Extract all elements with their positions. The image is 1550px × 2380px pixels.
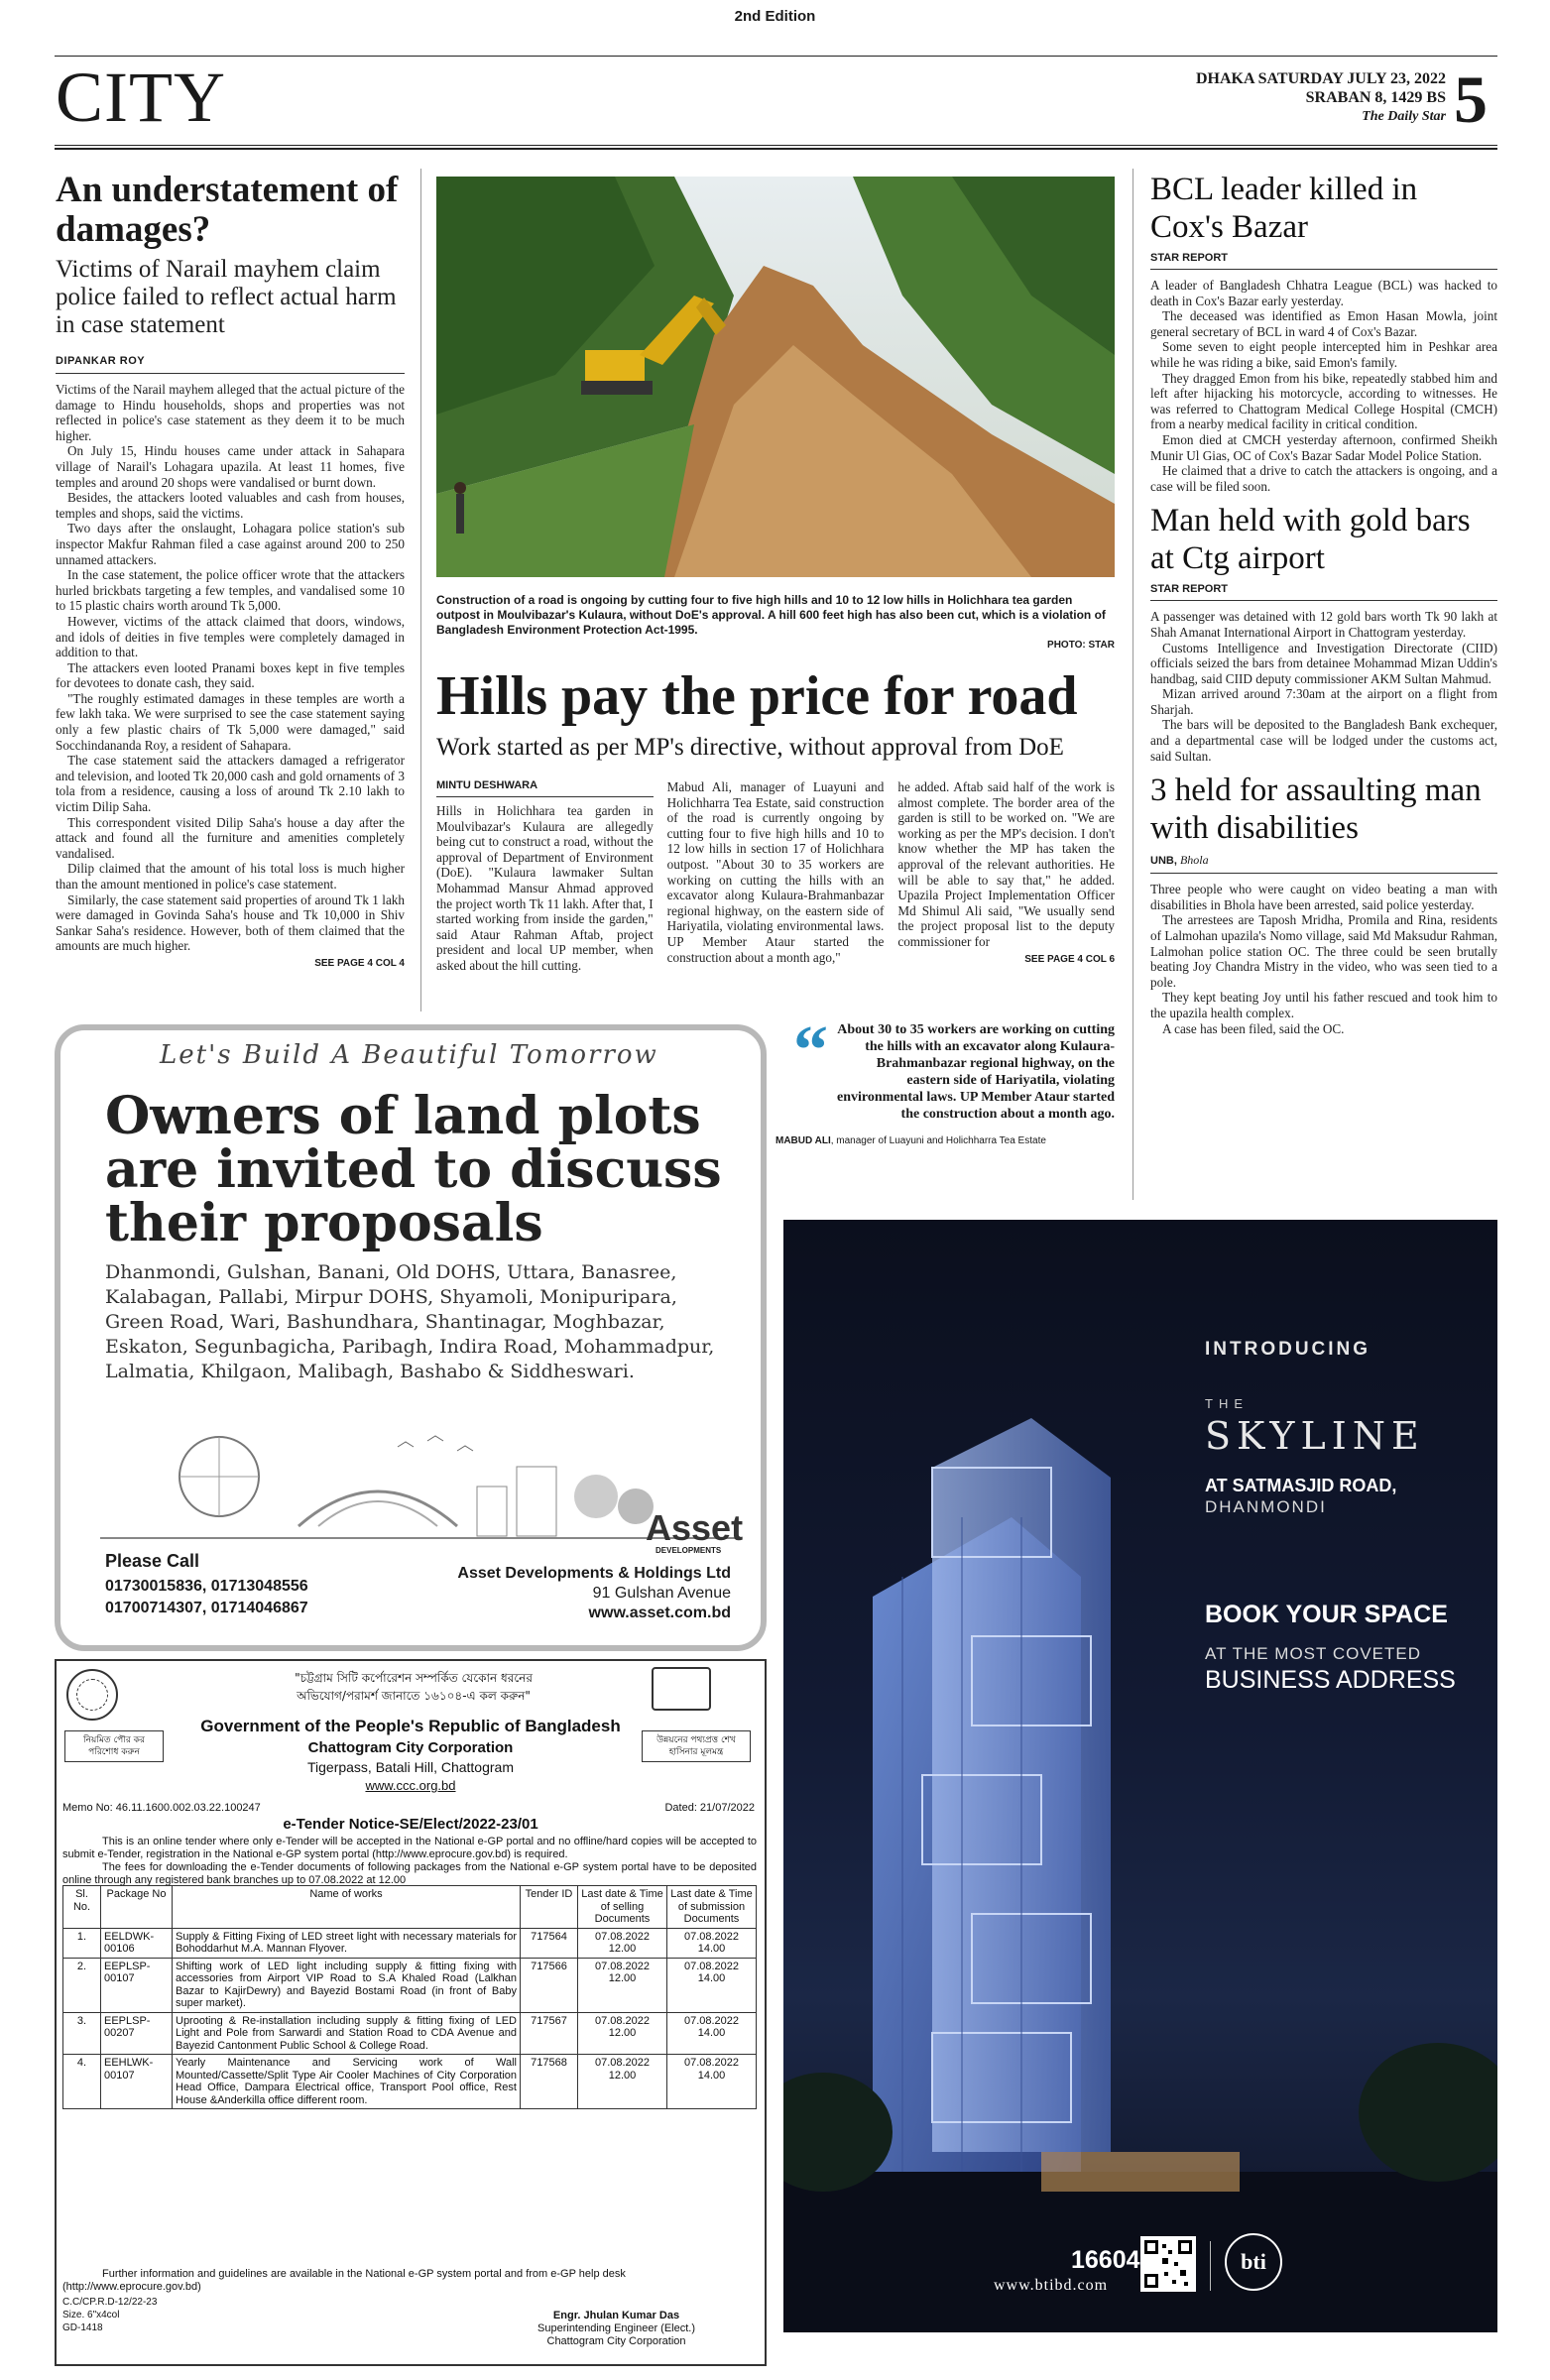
cell: 07.08.2022 14.00 [667, 1958, 757, 2012]
paragraph: They dragged Emon from his bike, repeatedly stabbed him and left after hijacking his motorcycle, according to witnesses. He was referred to Chattogram Medical College Hospital (CMCH) from a nearby medical facility in critical condition. [1150, 370, 1497, 432]
tender-memo: Memo No: 46.11.1600.002.03.22.100247 [62, 1802, 261, 1814]
phone-line[interactable]: 01700714307, 01714046867 [105, 1600, 308, 1616]
tender-table-header [63, 1886, 757, 1929]
paragraph: The attackers even looted Pranami boxes kept in five temples for devotees to donate cash, they said. [56, 659, 405, 691]
qr-code-icon[interactable] [1140, 2236, 1196, 2292]
paragraph: The bars will be deposited to the Bangladesh Bank exchequer, and a departmental case will be lodged under the customs act, said Sultan. [1150, 717, 1497, 764]
article-left-deck: Victims of Narail mayhem claim police failed to reflect actual harm in case statement [56, 256, 397, 338]
tax-notice-box: নিয়মিত পৌর কর পরিশোধ করুন [64, 1730, 164, 1762]
cell: 3. [63, 2012, 101, 2055]
tender-footer: Further information and guidelines are available in the National e-GP system portal and from e-GP help desk (http://www.eprocure.gov.bd) [62, 2268, 626, 2293]
date-line: DHAKA SATURDAY JULY 23, 2022 [1195, 70, 1446, 87]
tender-signature [537, 2310, 695, 2348]
paragraph: The deceased was identified as Emon Hasan Mowla, joint general secretary of BCL in ward 4 of Cox's Bazar. [1150, 308, 1497, 339]
ref-line: Size. 6"x4col [62, 2310, 120, 2320]
col-header: Tender ID [521, 1886, 578, 1929]
cell: Supply & Fitting Fixing of LED street light with necessary materials for Bohoddarhut M.A. Mannan Flyover. [173, 1928, 521, 1958]
paragraph: A leader of Bangladesh Chhatra League (BCL) was hacked to death in Cox's Bazar early yesterday. [1150, 278, 1497, 308]
paragraph: Similarly, the case statement said properties of around Tk 1 lakh were damaged in Govinda Saha's house and Tk 10,000 in Shiv Sankar Saha's residence. However, both of them claimed that the amounts are much higher. [56, 892, 405, 954]
continued-link[interactable]: SEE PAGE 4 COL 4 [314, 957, 405, 969]
article-left-body [56, 382, 405, 954]
ref-line: C.C/CP.R.D-12/22-23 [62, 2297, 158, 2308]
cell: 07.08.2022 12.00 [578, 2012, 667, 2055]
cell: Uprooting & Re-installation including supply & fitting fixing of LED Light and Pole from Sarwardi and Station Road to CDA Avenue and Bayezid Cantonment Public School & College Road. [173, 2012, 521, 2055]
company-website[interactable]: www.asset.com.bd [588, 1605, 731, 1621]
skyline-location-2: DHANMONDI [1205, 1497, 1327, 1516]
sign-org: Chattogram City Corporation [546, 2335, 686, 2347]
ad-company-info [457, 1564, 731, 1623]
article-left-byline: DIPANKAR ROY [56, 355, 405, 374]
paragraph: The case statement said the attackers damaged a refrigerator and television, and looted Tk 20,000 cash and gold ornaments of 3 tola from a residence, causing a loss of around Tk 2.10 lakh to victim Dilip Saha. [56, 753, 405, 815]
cell: 717567 [521, 2012, 578, 2055]
main-column-2 [667, 779, 885, 974]
sign-name: Engr. Jhulan Kumar Das [552, 2310, 680, 2321]
paragraph: A case has been filed, said the OC. [1162, 1020, 1345, 1036]
ad-headline: Owners of land plots are invited to discuss their proposals [105, 1086, 722, 1253]
story-assault [1150, 772, 1497, 1036]
photo-credit: PHOTO: STAR [1047, 640, 1115, 651]
tender-intro-2: The fees for downloading the e-Tender documents of following packages from the National e-GP system portal have to be deposited online through any registered bank branches up to 07.08.2022 at 12.00 [62, 1861, 757, 1886]
story-bcl-headline[interactable]: BCL leader killed in Cox's Bazar [1150, 172, 1418, 245]
company-address: 91 Gulshan Avenue [592, 1585, 731, 1602]
asset-developments-ad[interactable] [55, 1024, 767, 1651]
cell: EEHLWK-00107 [101, 2055, 173, 2109]
main-article-body [436, 779, 1115, 974]
tender-website[interactable]: www.ccc.org.bd [365, 1778, 456, 1793]
skyline-name: SKYLINE [1205, 1414, 1425, 1458]
skyline-ad[interactable] [783, 1220, 1497, 2332]
cell: 4. [63, 2055, 101, 2109]
main-continued-link[interactable]: SEE PAGE 4 COL 6 [1024, 953, 1116, 965]
skyline-location-1: AT SATMASJID ROAD, [1205, 1476, 1397, 1495]
paragraph: The arrestees are Taposh Mridha, Promila and Rina, residents of Lalmohan upazila's Nomo village, said Md Maksudur Rahman, Lalmohan police station OC. The three could be seen brutally beating Joy Chandra Mistry in the video, who was seen tied to a pole. [1150, 912, 1497, 990]
edition-label: 2nd Edition [734, 8, 816, 25]
cell: 717566 [521, 1958, 578, 2012]
col-header: Last date & Time of selling Documents [578, 1886, 667, 1929]
photo-caption [436, 593, 1115, 651]
paragraph: Victims of the Narail mayhem alleged that the actual picture of the damage to Hindu households, shops and properties was not reflected in police's case statement as they deem it to be much higher. [56, 382, 405, 443]
paragraph: A passenger was detained with 12 gold bars worth Tk 90 lakh at Shah Amanat International Airport in Chattogram yesterday. [1150, 609, 1497, 640]
table-row [63, 1928, 757, 1958]
bti-logo: bti [1225, 2233, 1282, 2291]
ad-areas-list: Dhanmondi, Gulshan, Banani, Old DOHS, Uttara, Banasree, Kalabagan, Pallabi, Mirpur DOHS, Shyamoli, Monipuripara, Green Road, Wari, Bashundhara, Shantinagar, Moghbazar, Eskaton, Segunbagicha, Paribagh, Indira Road, Mohammadpur, Lalmatia, Khilgaon, Malibagh, Bashabo & Siddheswari. [105, 1261, 715, 1382]
skyline-the: THE [1205, 1396, 1249, 1411]
tender-government: Government of the People's Republic of Bangladesh [200, 1717, 621, 1735]
cell: 07.08.2022 14.00 [667, 2055, 757, 2109]
paragraph: Dilip claimed that the amount of his total loss is much higher than the amount mentioned in police's case statement. [56, 861, 405, 892]
paragraph: This correspondent visited Dilip Saha's house a day after the attack and found all the furniture and amenities completely vandalised. [56, 814, 405, 861]
ad-tagline: Let's Build A Beautiful Tomorrow [160, 1040, 658, 1070]
col-header: Last date & Time of submission Documents [667, 1886, 757, 1929]
skyline-website[interactable]: www.btibd.com [994, 2277, 1109, 2294]
right-column [1150, 171, 1497, 1036]
tender-intro [62, 1836, 757, 1887]
caption-text: Construction of a road is ongoing by cutting four to five high hills and 10 to 12 low hills in Holichhara tea garden outpost in Moulvibazar's Kulaura, without DoE's approval. A hill 600 feet high has also been cut, which is a violation of Bangladesh Environment Protection Act-1995. [436, 593, 1106, 637]
city-sketch-illustration [100, 1427, 735, 1546]
cell: 717564 [521, 1928, 578, 1958]
cell: 07.08.2022 12.00 [578, 1958, 667, 2012]
ad-phone-numbers[interactable] [105, 1576, 308, 1619]
paragraph: He claimed that a drive to catch the attackers is ongoing, and a case will be filed soon. [1150, 463, 1497, 494]
paragraph: Three people who were caught on video beating a man with disabilities in Bhola have been arrested, said police yesterday. [1150, 882, 1497, 912]
skyline-hotline[interactable]: 16604 [1071, 2246, 1140, 2274]
cell: 717568 [521, 2055, 578, 2109]
tender-intro-1: This is an online tender where only e-Tender will be accepted in the National e-GP portal and no offline/hard copies will be accepted to submit e-Tender, registration in the National e-GP system portal (http://www.eprocure.gov.bd) is required. [62, 1836, 757, 1860]
byline-agency: UNB, [1150, 855, 1177, 868]
paragraph: Two days after the onslaught, Lohagara police station's sub inspector Makfur Rahman filed a case against around 200 to 250 unnamed attackers. [56, 521, 405, 567]
paragraph: They kept beating Joy until his father rescued and took him to the upazila health complex. [1150, 990, 1497, 1020]
paragraph: However, victims of the attack claimed that doors, windows, and idols of deities in five temples were completely damaged in addition to that. [56, 613, 405, 660]
paragraph: Emon died at CMCH yesterday afternoon, confirmed Sheikh Munir Ul Gias, OC of Cox's Bazar Sadar Model Police Station. [1150, 431, 1497, 463]
paragraph: On July 15, Hindu houses came under attack in Sahapara village of Narail's Lohagara upazila. At least 11 homes, five temples and around 20 shops were vandalised or burnt down. [56, 443, 405, 490]
development-slogan-box: উন্নয়নের পথ্যপ্রত্ত শেখ হাসিনার মূলমন্ত্র [642, 1730, 751, 1762]
main-col1-text: Hills in Holichhara tea garden in Moulvibazar's Kulaura are allegedly being cut to construct a road, without the approval of Department of Environment (DoE). "Kulaura lawmaker Sultan Mohammad Mansur Ahmad approved the project worth Tk 11 lakh. After that, I started working from inside the garden," said Ataur Rahman Aftab, project president and local UP member, when asked about the hill cutting. [436, 803, 654, 973]
hill-cutting-photo [436, 177, 1115, 577]
col-header: Package No [101, 1886, 173, 1929]
paragraph: Customs Intelligence and Investigation Directorate (CIID) officials seized the bars from detainee Mohammad Mizan Uddin's handbag, said CIID deputy commissioner AKM Sultan Mahmud. [1150, 640, 1497, 686]
government-seal-icon [66, 1669, 118, 1721]
cell: Yearly Maintenance and Servicing work of Wall Mounted/Cassette/Split Type Air Cooler Machines of City Corporation Head Office, Dampara Electrical office, Transport Pool office, Rest House &Anderkilla office different room. [173, 2055, 521, 2109]
skyline-book: BOOK YOUR SPACE [1205, 1601, 1448, 1628]
asset-logo: Asset [646, 1507, 744, 1548]
cell: 1. [63, 1928, 101, 1958]
skyline-business: BUSINESS ADDRESS [1205, 1666, 1456, 1694]
bangla-date: SRABAN 8, 1429 BS [1305, 89, 1446, 106]
paragraph: Some seven to eight people intercepted him in Peshkar area while he was riding a bike, said Emon's family. [1150, 339, 1497, 370]
quote-mark-icon: “ [793, 1012, 828, 1089]
pull-quote [775, 1012, 1115, 1146]
logo-divider [1210, 2241, 1211, 2291]
tender-table [62, 1885, 757, 2109]
bangla-complaint-line [235, 1669, 592, 1705]
cell: 07.08.2022 12.00 [578, 2055, 667, 2109]
paragraph: Besides, the attackers looted valuables and cash from houses, temples and shops, said the victims. [56, 490, 405, 521]
story-bcl-body [1150, 278, 1497, 494]
table-row [63, 1958, 757, 2012]
pull-quote-attribution [775, 1132, 1115, 1146]
phone-line[interactable]: 01730015836, 01713048556 [105, 1578, 308, 1595]
skyline-most: AT THE MOST COVETED [1205, 1644, 1421, 1663]
table-row [63, 2012, 757, 2055]
cell: 2. [63, 1958, 101, 2012]
sign-title: Superintending Engineer (Elect.) [537, 2322, 695, 2334]
pull-quote-text: About 30 to 35 workers are working on cutting the hills with an excavator along Kulaura-Brahmanbazar regional highway, on the eastern side of Hariyatila, violating environmental laws. UP Member Ataur started the construction about a month ago. [837, 1022, 1115, 1122]
masthead-info [1091, 69, 1446, 126]
cell: 07.08.2022 12.00 [578, 1928, 667, 1958]
bangla-line-2: অভিযোগ/পরামর্শ জানাতে ১৬১০৪-এ কল করুন" [297, 1689, 531, 1703]
story-bcl-byline: STAR REPORT [1150, 252, 1497, 270]
cell: Shifting work of LED light including supply & fitting fixing with accessories from Airport VIP Road to S.A Khaled Road (Lalkhan Bazar to KajirDewry) and Bayezid Bostami Road (in front of Baby super market). [173, 1958, 521, 2012]
paragraph: "The roughly estimated damages in these temples are worth a few lakh taka. We were surprised to see the case statement saying only a few plastic chairs of Tk 5,000 were damaged," said Socchindananda Roy, a resident of Sahapara. [56, 690, 405, 753]
attribution-name: MABUD ALI [775, 1135, 831, 1146]
page-number: 5 [1454, 61, 1488, 137]
story-assault-body [1150, 882, 1497, 1036]
cell: 07.08.2022 14.00 [667, 1928, 757, 1958]
cell: EEPLSP-00107 [101, 1958, 173, 2012]
story-gold [1150, 502, 1497, 764]
company-name: Asset Developments & Holdings Ltd [457, 1565, 731, 1582]
cell: EELDWK-00106 [101, 1928, 173, 1958]
story-gold-headline[interactable]: Man held with gold bars at Ctg airport [1150, 503, 1471, 577]
section-title: CITY [56, 58, 226, 137]
story-assault-byline [1150, 853, 1497, 874]
paragraph: Mizan arrived around 7:30am at the airport on a flight from Sharjah. [1150, 686, 1497, 717]
tender-notice [55, 1659, 767, 2366]
column-rule [420, 169, 421, 1012]
article-left-headline[interactable]: An understatement of damages? [56, 170, 399, 250]
col-header: Name of works [173, 1886, 521, 1929]
col-header: Sl. No. [63, 1886, 101, 1929]
skyline-building-illustration [783, 1220, 1497, 2332]
attribution-role: , manager of Luayuni and Holichharra Tea Estate [830, 1135, 1046, 1146]
main-deck: Work started as per MP's directive, without approval from DoE [436, 734, 1064, 761]
story-assault-headline[interactable]: 3 held for assaulting man with disabilities [1150, 773, 1482, 847]
paragraph: In the case statement, the police officer wrote that the attackers hurled brickbats targeting a few temples, and vandalised some 10 to 15 plastic chairs worth around Tk 5,000. [56, 567, 405, 614]
story-gold-body [1150, 609, 1497, 764]
masthead-bottom-rule [55, 145, 1497, 150]
asset-logo-sub: DEVELOPMENTS [656, 1546, 722, 1555]
tender-address: Tigerpass, Batali Hill, Chattogram [306, 1759, 514, 1775]
masthead-top-rule [55, 56, 1497, 57]
main-col3-text: he added. Aftab said half of the work is almost complete. The border area of the garden is still to be worked on. "We are working as per the MP's decision. I don't know whether the MP has taken the approval of the relevant authorities. He will be able to say that," he added. Upazila Project Implementation Officer Md Shimul Ali said, "We usually send the project proposal list to the deputy commissioner for [897, 779, 1116, 949]
main-column-3 [897, 779, 1115, 974]
story-gold-byline: STAR REPORT [1150, 583, 1497, 601]
article-left [56, 171, 405, 969]
byline-place: Bhola [1179, 853, 1209, 868]
tender-date: Dated: 21/07/2022 [664, 1802, 755, 1814]
cell: 07.08.2022 14.00 [667, 2012, 757, 2055]
portrait-icon [652, 1667, 711, 1711]
main-headline[interactable]: Hills pay the price for road [436, 665, 1078, 727]
main-column-1 [436, 779, 654, 974]
tender-title: e-Tender Notice-SE/Elect/2022-23/01 [283, 1816, 538, 1833]
tender-references [62, 2296, 157, 2334]
cell: EEPLSP-00207 [101, 2012, 173, 2055]
table-row [63, 2055, 757, 2109]
photo-illustration [436, 177, 1115, 577]
main-col2-text: Mabud Ali, manager of Luayuni and Holichharra Tea Estate, said construction of the road is currently ongoing by cutting four to five high hills and 10 to 12 low hills in section 17 of Holichhara outpost. "About 30 to 35 workers are working on cutting the hills with an excavator along Kulaura-Brahmanbazar regional highway, on the eastern side of Hariyatila, violating environmental laws. UP Member Ataur started the construction about a month ago," [666, 779, 885, 965]
skyline-introducing: INTRODUCING [1205, 1339, 1371, 1360]
story-bcl [1150, 171, 1497, 494]
ref-line: GD-1418 [62, 2322, 103, 2333]
paper-name: The Daily Star [1362, 109, 1446, 124]
ad-call-label: Please Call [105, 1551, 200, 1571]
main-byline: MINTU DESHWARA [436, 779, 654, 797]
bangla-line-1: "চট্টগ্রাম সিটি কর্পোরেশন সম্পর্কিত যেকোন ধরনের [295, 1671, 533, 1685]
tender-organization: Chattogram City Corporation [307, 1739, 514, 1756]
